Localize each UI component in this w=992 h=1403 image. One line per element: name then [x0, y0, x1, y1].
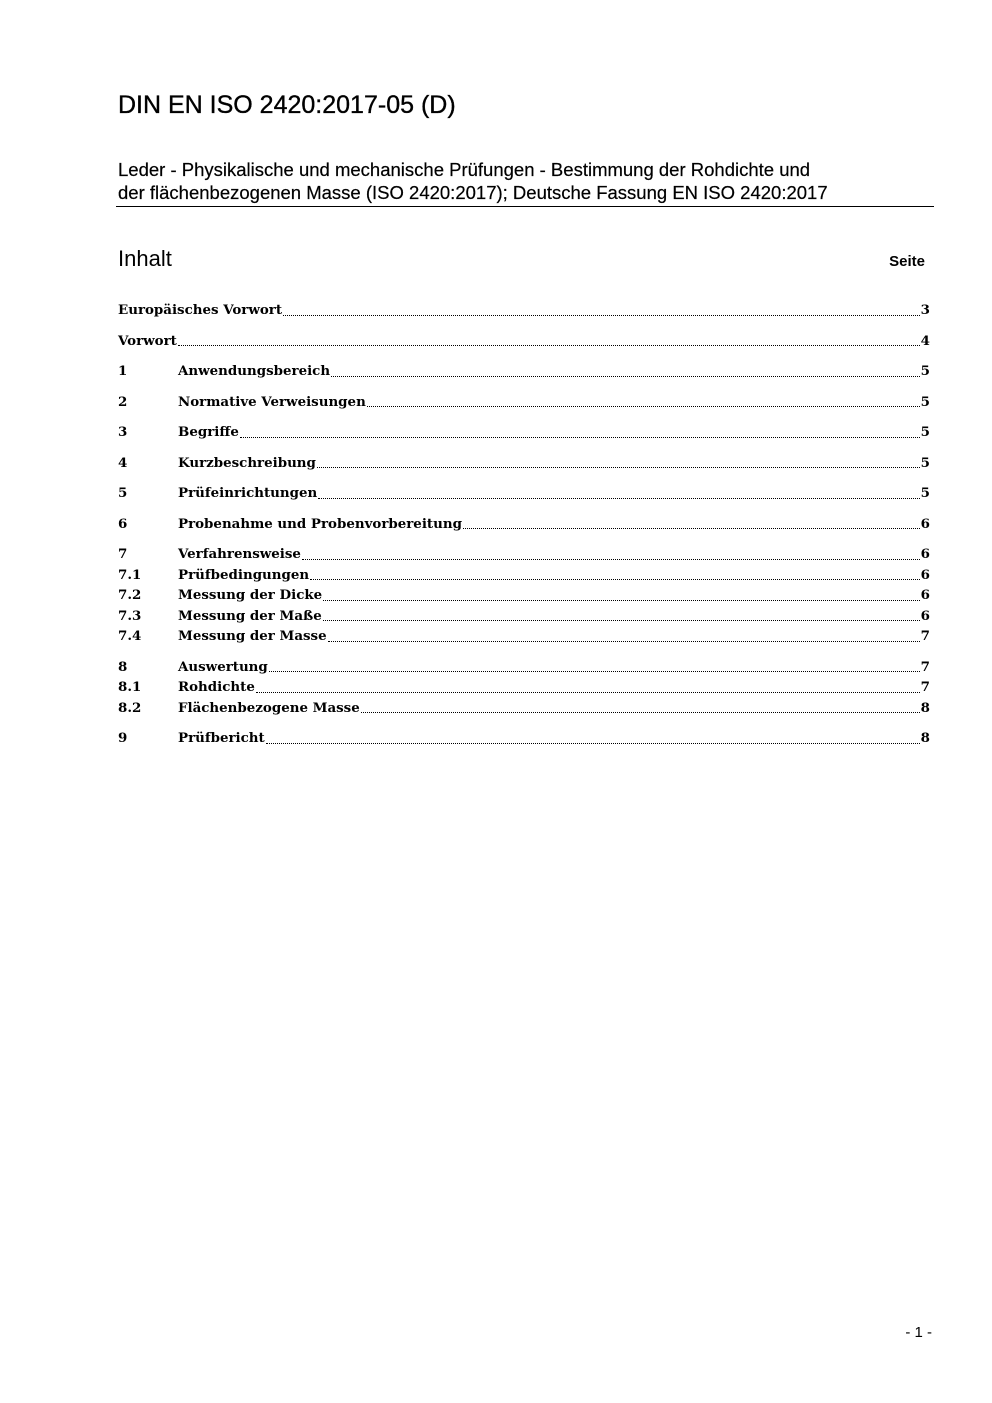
toc-entry-text: Messung der Maße [178, 607, 322, 624]
toc-entry-text: Auswertung [178, 658, 268, 675]
toc-entry-number: 7.4 [118, 628, 142, 644]
toc-entry-text: Vorwort [118, 332, 177, 349]
toc-entry-page: 5 [920, 393, 930, 410]
toc-dot-leader [328, 640, 920, 642]
toc-entry-page: 6 [920, 587, 930, 603]
toc-dot-leader [463, 527, 920, 529]
toc-entry-number: 9 [118, 730, 128, 746]
document-title: DIN EN ISO 2420:2017-05 (D) [118, 91, 456, 119]
toc-entry-6[interactable] [118, 514, 930, 535]
toc-entry-7-2[interactable] [118, 585, 930, 606]
toc-dot-leader [317, 466, 920, 468]
toc-entry-number: 7 [118, 546, 128, 562]
toc-entry-number: 8 [118, 658, 128, 675]
subtitle-line-2: der flächenbezogenen Masse (ISO 2420:2017); Deutsche Fassung EN ISO 2420:2017 [118, 182, 828, 203]
toc-entry-page: 6 [920, 515, 930, 532]
toc-dot-leader [256, 691, 920, 693]
page-number: - 1 - [905, 1324, 932, 1341]
toc-entry-text: Prüfbericht [178, 730, 265, 746]
toc-entry-1[interactable] [118, 361, 930, 382]
toc-entry-number: 5 [118, 485, 128, 501]
toc-entry-page: 6 [920, 566, 930, 583]
toc-entry-text: Messung der Masse [178, 628, 327, 644]
toc-entry-text: Kurzbeschreibung [178, 454, 316, 471]
toc-entry-number: 1 [118, 363, 128, 379]
toc-entry-text: Probenahme und Probenvorbereitung [178, 515, 462, 532]
toc-dot-leader [266, 742, 920, 744]
toc-entry-number: 2 [118, 393, 128, 410]
toc-entry-text: Anwendungsbereich [178, 363, 331, 379]
toc-dot-leader [367, 405, 920, 407]
toc-dot-leader [318, 497, 919, 499]
toc-dot-leader [240, 436, 920, 438]
toc-entry-page: 7 [920, 679, 930, 695]
toc-dot-leader [331, 375, 920, 377]
document-subtitle [118, 158, 936, 204]
toc-dot-leader [302, 558, 920, 560]
toc-entry-8-1[interactable] [118, 677, 930, 698]
toc-entry-5[interactable] [118, 483, 930, 504]
toc-entry-number: 4 [118, 454, 128, 471]
toc-entry-page: 5 [920, 424, 930, 440]
toc-page-column-label: Seite [889, 253, 925, 270]
toc-entry-page: 4 [920, 332, 930, 349]
toc-entry-2[interactable] [118, 392, 930, 413]
toc-entry-page: 3 [920, 302, 930, 318]
toc-entry-page: 7 [920, 628, 930, 644]
toc-dot-leader [269, 670, 920, 672]
toc-dot-leader [361, 711, 920, 713]
subtitle-line-1: Leder - Physikalische und mechanische Prüfungen - Bestimmung der Rohdichte und [118, 159, 811, 180]
toc-entry-number: 7.2 [118, 587, 142, 603]
toc-entry-9[interactable] [118, 728, 930, 749]
toc-entry-number: 6 [118, 515, 128, 532]
toc-entry-page: 6 [920, 607, 930, 624]
toc-entry-text: Verfahrensweise [178, 546, 301, 562]
toc-entry-text: Begriffe [178, 424, 239, 440]
toc-entry-text: Rohdichte [178, 679, 255, 695]
toc-entry-number: 3 [118, 424, 128, 440]
toc-entry-page: 7 [920, 658, 930, 675]
toc-entry-7-3[interactable] [118, 606, 930, 627]
toc-entry-europaeisches-vorwort[interactable] [118, 300, 930, 321]
toc-entry-text: Prüfbedingungen [178, 566, 310, 583]
toc-entry-page: 6 [920, 546, 930, 562]
subtitle-divider [116, 206, 934, 207]
toc-entry-3[interactable] [118, 422, 930, 443]
toc-entry-text: Prüfeinrichtungen [178, 485, 318, 501]
toc-entry-page: 8 [920, 730, 930, 746]
toc-entry-number: 8.2 [118, 699, 142, 716]
table-of-contents [118, 300, 930, 749]
toc-entry-7[interactable] [118, 544, 930, 565]
toc-entry-4[interactable] [118, 453, 930, 474]
toc-entry-8[interactable] [118, 657, 930, 678]
toc-entry-text: Flächenbezogene Masse [178, 699, 360, 716]
toc-dot-leader [323, 599, 920, 601]
toc-dot-leader [323, 619, 920, 621]
toc-entry-vorwort[interactable] [118, 331, 930, 352]
toc-entry-8-2[interactable] [118, 698, 930, 719]
toc-entry-7-1[interactable] [118, 565, 930, 586]
toc-entry-text: Normative Verweisungen [178, 393, 366, 410]
toc-dot-leader [310, 578, 920, 580]
toc-heading: Inhalt [118, 246, 172, 271]
toc-entry-number: 7.3 [118, 607, 142, 624]
toc-entry-number: 8.1 [118, 679, 142, 695]
toc-dot-leader [283, 314, 920, 316]
toc-entry-text: Messung der Dicke [178, 587, 323, 603]
toc-entry-page: 5 [920, 454, 930, 471]
toc-entry-page: 8 [920, 699, 930, 716]
toc-entry-number: 7.1 [118, 566, 142, 583]
toc-entry-page: 5 [920, 485, 930, 501]
toc-dot-leader [178, 344, 920, 346]
toc-entry-text: Europäisches Vorwort [118, 302, 283, 318]
toc-entry-page: 5 [920, 363, 930, 379]
toc-entry-7-4[interactable] [118, 626, 930, 647]
